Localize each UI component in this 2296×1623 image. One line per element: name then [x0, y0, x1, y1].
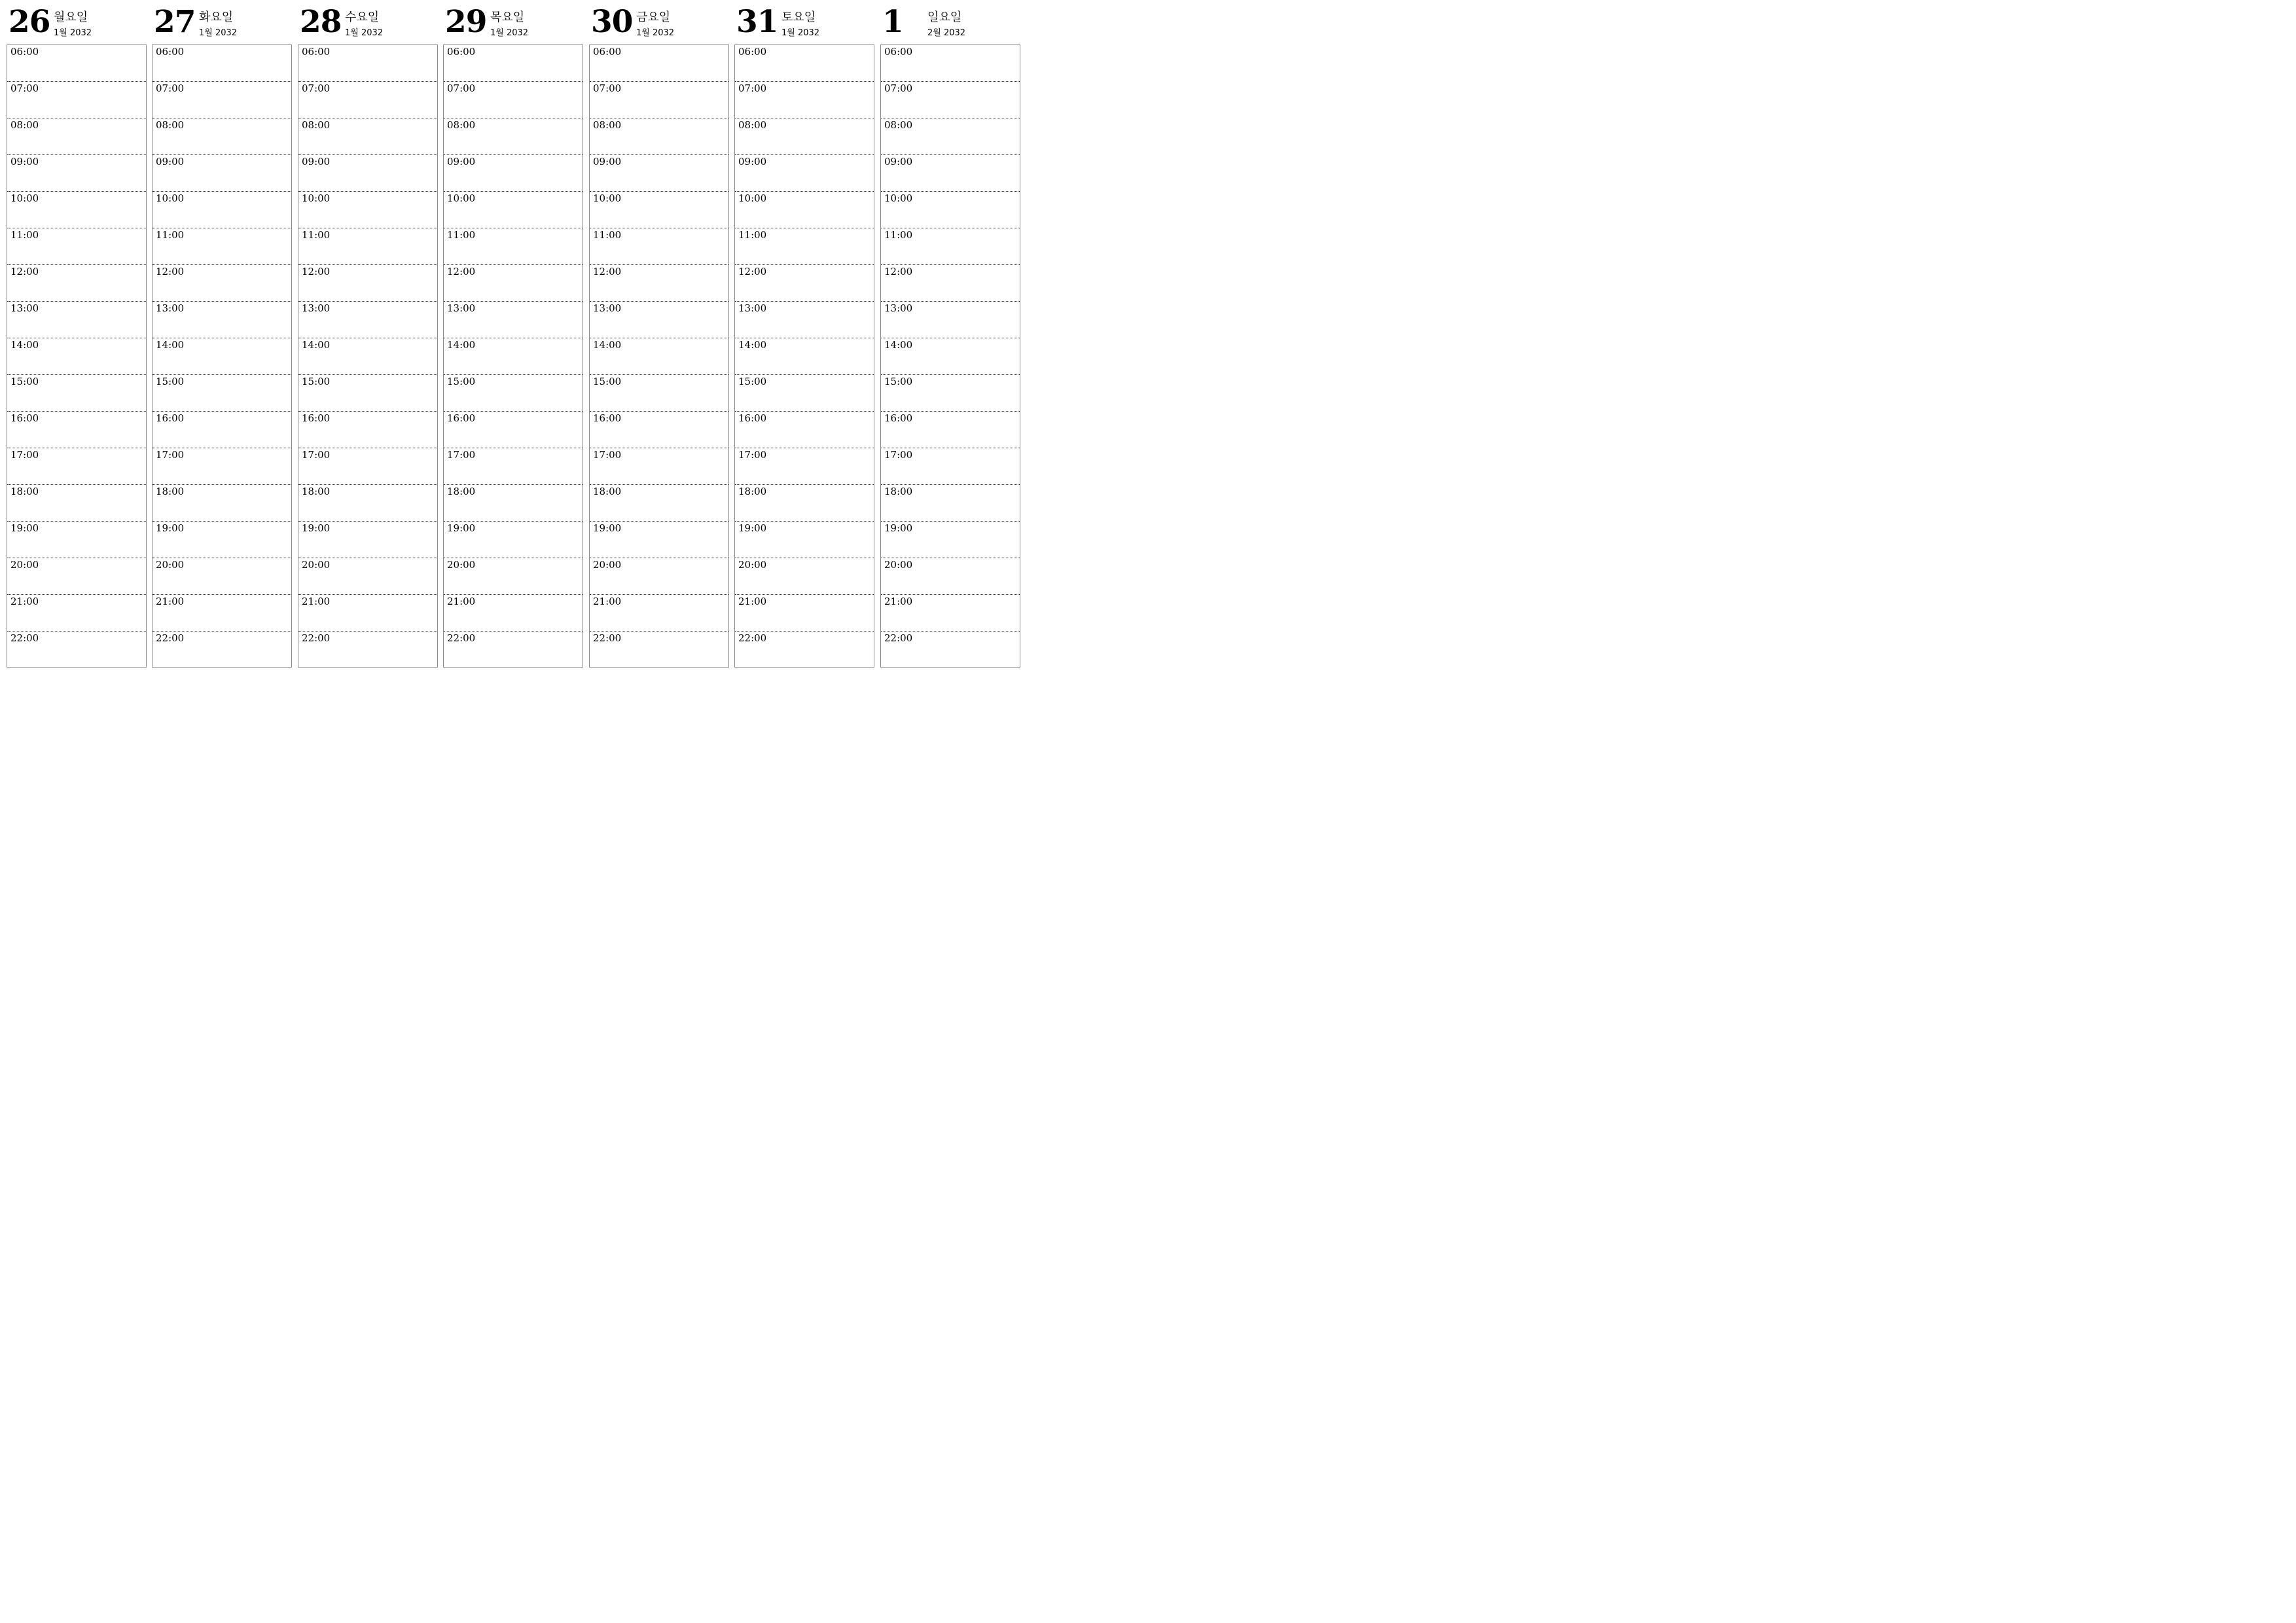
- hour-label: 19:00: [593, 522, 622, 534]
- hour-slot[interactable]: [881, 228, 1020, 265]
- hour-label: 10:00: [884, 192, 913, 204]
- hour-label: 08:00: [10, 119, 39, 131]
- hour-label: 14:00: [447, 339, 476, 351]
- hour-label: 16:00: [156, 412, 185, 424]
- hour-slot[interactable]: [881, 375, 1020, 412]
- hour-slot[interactable]: [735, 82, 874, 118]
- hour-label: 06:00: [884, 46, 913, 58]
- hour-label: 14:00: [156, 339, 185, 351]
- hour-slot[interactable]: [298, 192, 437, 228]
- hour-slot[interactable]: [298, 302, 437, 338]
- hour-label: 17:00: [10, 449, 39, 461]
- hour-label: 06:00: [738, 46, 767, 58]
- weekday-label: 금요일: [636, 10, 671, 24]
- hour-label: 12:00: [447, 266, 476, 277]
- hour-slot[interactable]: [444, 558, 583, 595]
- hour-slot[interactable]: [444, 228, 583, 265]
- hour-label: 15:00: [302, 376, 331, 387]
- hour-slot[interactable]: [881, 265, 1020, 302]
- hour-label: 18:00: [593, 486, 622, 497]
- month-year-label: 1월 2032: [345, 28, 384, 38]
- hour-slot[interactable]: [590, 228, 728, 265]
- day-number: 30: [591, 4, 633, 40]
- hour-label: 11:00: [884, 229, 913, 241]
- hour-label: 22:00: [593, 632, 622, 644]
- hour-label: 20:00: [10, 559, 39, 571]
- hour-slot[interactable]: [444, 192, 583, 228]
- hour-slot[interactable]: [7, 485, 146, 522]
- hour-label: 17:00: [302, 449, 331, 461]
- hour-label: 12:00: [302, 266, 331, 277]
- hour-label: 08:00: [884, 119, 913, 131]
- hour-label: 13:00: [738, 302, 767, 314]
- hour-slot[interactable]: [298, 155, 437, 192]
- hour-slot[interactable]: [590, 82, 728, 118]
- hour-label: 18:00: [738, 486, 767, 497]
- hour-slot[interactable]: [881, 338, 1020, 375]
- hour-slot[interactable]: [590, 595, 728, 632]
- hour-slot[interactable]: [7, 412, 146, 448]
- hour-slot[interactable]: [590, 412, 728, 448]
- hour-slot[interactable]: [152, 448, 291, 485]
- hour-label: 06:00: [593, 46, 622, 58]
- hour-label: 11:00: [156, 229, 185, 241]
- hour-slot[interactable]: [152, 228, 291, 265]
- hour-slot[interactable]: [881, 448, 1020, 485]
- hour-label: 13:00: [156, 302, 185, 314]
- hour-label: 18:00: [447, 486, 476, 497]
- hour-slot[interactable]: [590, 485, 728, 522]
- hour-label: 14:00: [10, 339, 39, 351]
- hour-slot[interactable]: [590, 302, 728, 338]
- hour-label: 18:00: [10, 486, 39, 497]
- hour-slot[interactable]: [152, 595, 291, 632]
- weekday-label: 토요일: [781, 10, 816, 24]
- hour-label: 14:00: [302, 339, 331, 351]
- hour-slot[interactable]: [444, 155, 583, 192]
- day-number: 26: [9, 4, 50, 40]
- hour-slot[interactable]: [298, 522, 437, 558]
- day-column: [7, 0, 147, 644]
- hour-slot[interactable]: [152, 118, 291, 155]
- hour-label: 13:00: [884, 302, 913, 314]
- hour-label: 22:00: [738, 632, 767, 644]
- hour-label: 14:00: [884, 339, 913, 351]
- month-year-label: 2월 2032: [927, 28, 966, 38]
- weekday-label: 목요일: [490, 10, 525, 24]
- hour-slot[interactable]: [881, 485, 1020, 522]
- hour-label: 22:00: [447, 632, 476, 644]
- hour-slot[interactable]: [444, 632, 583, 668]
- hour-slot[interactable]: [152, 412, 291, 448]
- month-year-label: 1월 2032: [54, 28, 92, 38]
- hour-slot[interactable]: [152, 192, 291, 228]
- hour-slot[interactable]: [735, 448, 874, 485]
- hour-label: 22:00: [10, 632, 39, 644]
- hour-label: 10:00: [738, 192, 767, 204]
- hour-label: 11:00: [10, 229, 39, 241]
- hour-slot[interactable]: [735, 412, 874, 448]
- hour-label: 10:00: [447, 192, 476, 204]
- day-schedule-box: [7, 45, 147, 668]
- hour-label: 10:00: [593, 192, 622, 204]
- hour-label: 08:00: [447, 119, 476, 131]
- hour-slot[interactable]: [7, 118, 146, 155]
- hour-slot[interactable]: [152, 45, 291, 82]
- hour-slot[interactable]: [298, 485, 437, 522]
- hour-label: 12:00: [10, 266, 39, 277]
- day-column: [298, 0, 438, 644]
- hour-label: 19:00: [738, 522, 767, 534]
- hour-label: 21:00: [156, 596, 185, 607]
- day-number: 29: [445, 4, 487, 40]
- hour-slot[interactable]: [881, 192, 1020, 228]
- hour-slot[interactable]: [881, 82, 1020, 118]
- hour-label: 15:00: [738, 376, 767, 387]
- hour-slot[interactable]: [735, 192, 874, 228]
- day-column: [734, 0, 874, 644]
- hour-slot[interactable]: [298, 375, 437, 412]
- hour-label: 15:00: [156, 376, 185, 387]
- day-header: [443, 0, 583, 45]
- hour-slot[interactable]: [444, 302, 583, 338]
- hour-label: 22:00: [302, 632, 331, 644]
- hour-label: 10:00: [10, 192, 39, 204]
- hour-slot[interactable]: [735, 118, 874, 155]
- day-schedule-box: [152, 45, 292, 668]
- hour-slot[interactable]: [735, 595, 874, 632]
- hour-label: 16:00: [738, 412, 767, 424]
- hour-slot[interactable]: [7, 302, 146, 338]
- hour-slot[interactable]: [590, 375, 728, 412]
- day-number: 1: [882, 4, 903, 40]
- day-header: [298, 0, 438, 45]
- hour-label: 18:00: [884, 486, 913, 497]
- hour-slot[interactable]: [735, 485, 874, 522]
- hour-slot[interactable]: [7, 192, 146, 228]
- hour-label: 13:00: [593, 302, 622, 314]
- hour-slot[interactable]: [444, 412, 583, 448]
- month-year-label: 1월 2032: [781, 28, 820, 38]
- hour-label: 07:00: [593, 82, 622, 94]
- hour-label: 08:00: [738, 119, 767, 131]
- day-number: 28: [300, 4, 342, 40]
- weekly-planner: [0, 0, 1021, 722]
- hour-label: 16:00: [10, 412, 39, 424]
- hour-label: 12:00: [884, 266, 913, 277]
- hour-slot[interactable]: [298, 338, 437, 375]
- day-header: [734, 0, 874, 45]
- hour-label: 13:00: [447, 302, 476, 314]
- hour-slot[interactable]: [298, 632, 437, 668]
- hour-label: 08:00: [593, 119, 622, 131]
- hour-slot[interactable]: [7, 558, 146, 595]
- hour-slot[interactable]: [590, 265, 728, 302]
- hour-label: 20:00: [738, 559, 767, 571]
- month-year-label: 1월 2032: [636, 28, 675, 38]
- hour-label: 20:00: [156, 559, 185, 571]
- hour-label: 11:00: [593, 229, 622, 241]
- hour-label: 19:00: [10, 522, 39, 534]
- hour-label: 11:00: [738, 229, 767, 241]
- hour-label: 07:00: [884, 82, 913, 94]
- hour-label: 21:00: [302, 596, 331, 607]
- hour-slot[interactable]: [735, 338, 874, 375]
- hour-label: 09:00: [593, 156, 622, 168]
- hour-slot[interactable]: [7, 375, 146, 412]
- hour-label: 17:00: [447, 449, 476, 461]
- hour-slot[interactable]: [152, 632, 291, 668]
- hour-slot[interactable]: [590, 558, 728, 595]
- day-column: [152, 0, 292, 644]
- weekday-label: 월요일: [54, 10, 88, 24]
- hour-slot[interactable]: [444, 118, 583, 155]
- hour-slot[interactable]: [590, 448, 728, 485]
- hour-slot[interactable]: [444, 485, 583, 522]
- hour-label: 19:00: [884, 522, 913, 534]
- hour-label: 08:00: [302, 119, 331, 131]
- day-column: [880, 0, 1020, 644]
- hour-label: 15:00: [447, 376, 476, 387]
- hour-label: 16:00: [593, 412, 622, 424]
- hour-label: 06:00: [447, 46, 476, 58]
- hour-slot[interactable]: [298, 412, 437, 448]
- hour-slot[interactable]: [881, 118, 1020, 155]
- hour-slot[interactable]: [735, 632, 874, 668]
- hour-slot[interactable]: [444, 595, 583, 632]
- hour-label: 21:00: [738, 596, 767, 607]
- hour-slot[interactable]: [881, 522, 1020, 558]
- hour-label: 21:00: [10, 596, 39, 607]
- hour-label: 12:00: [593, 266, 622, 277]
- hour-slot[interactable]: [881, 302, 1020, 338]
- hour-slot[interactable]: [590, 45, 728, 82]
- hour-slot[interactable]: [590, 118, 728, 155]
- hour-slot[interactable]: [152, 82, 291, 118]
- hour-label: 11:00: [302, 229, 331, 241]
- hour-label: 20:00: [884, 559, 913, 571]
- hour-label: 21:00: [593, 596, 622, 607]
- day-schedule-box: [734, 45, 874, 668]
- hour-slot[interactable]: [444, 265, 583, 302]
- hour-label: 10:00: [156, 192, 185, 204]
- hour-slot[interactable]: [590, 155, 728, 192]
- hour-label: 20:00: [447, 559, 476, 571]
- hour-slot[interactable]: [881, 595, 1020, 632]
- hour-slot[interactable]: [7, 265, 146, 302]
- day-column: [589, 0, 729, 644]
- hour-slot[interactable]: [152, 375, 291, 412]
- hour-slot[interactable]: [881, 155, 1020, 192]
- hour-slot[interactable]: [298, 82, 437, 118]
- day-header: [7, 0, 147, 45]
- hour-label: 12:00: [156, 266, 185, 277]
- hour-slot[interactable]: [881, 632, 1020, 668]
- hour-slot[interactable]: [298, 595, 437, 632]
- hour-label: 14:00: [738, 339, 767, 351]
- hour-label: 06:00: [10, 46, 39, 58]
- hour-label: 18:00: [156, 486, 185, 497]
- hour-slot[interactable]: [444, 45, 583, 82]
- hour-slot[interactable]: [7, 338, 146, 375]
- day-header: [589, 0, 729, 45]
- hour-label: 07:00: [10, 82, 39, 94]
- hour-label: 11:00: [447, 229, 476, 241]
- hour-slot[interactable]: [152, 485, 291, 522]
- hour-slot[interactable]: [7, 45, 146, 82]
- hour-label: 09:00: [738, 156, 767, 168]
- hour-slot[interactable]: [152, 155, 291, 192]
- hour-label: 15:00: [10, 376, 39, 387]
- day-schedule-box: [298, 45, 438, 668]
- hour-slot[interactable]: [298, 265, 437, 302]
- hour-label: 07:00: [156, 82, 185, 94]
- hour-slot[interactable]: [590, 522, 728, 558]
- hour-label: 08:00: [156, 119, 185, 131]
- hour-label: 19:00: [156, 522, 185, 534]
- hour-slot[interactable]: [881, 412, 1020, 448]
- hour-slot[interactable]: [735, 522, 874, 558]
- hour-slot[interactable]: [7, 632, 146, 668]
- hour-label: 15:00: [884, 376, 913, 387]
- hour-label: 13:00: [302, 302, 331, 314]
- hour-slot[interactable]: [444, 448, 583, 485]
- hour-label: 15:00: [593, 376, 622, 387]
- day-schedule-box: [880, 45, 1020, 668]
- hour-label: 07:00: [738, 82, 767, 94]
- hour-label: 09:00: [884, 156, 913, 168]
- hour-slot[interactable]: [7, 228, 146, 265]
- hour-slot[interactable]: [7, 595, 146, 632]
- hour-label: 10:00: [302, 192, 331, 204]
- hour-slot[interactable]: [7, 82, 146, 118]
- hour-label: 16:00: [447, 412, 476, 424]
- hour-slot[interactable]: [444, 338, 583, 375]
- hour-slot[interactable]: [735, 45, 874, 82]
- hour-label: 16:00: [884, 412, 913, 424]
- hour-slot[interactable]: [881, 558, 1020, 595]
- hour-label: 22:00: [884, 632, 913, 644]
- hour-slot[interactable]: [152, 558, 291, 595]
- day-header: [880, 0, 1020, 45]
- hour-label: 06:00: [302, 46, 331, 58]
- day-header: [152, 0, 292, 45]
- hour-label: 21:00: [447, 596, 476, 607]
- day-number: 31: [736, 4, 778, 40]
- hour-slot[interactable]: [298, 45, 437, 82]
- hour-slot[interactable]: [735, 375, 874, 412]
- day-number: 27: [154, 4, 196, 40]
- day-column: [443, 0, 583, 644]
- hour-label: 07:00: [447, 82, 476, 94]
- hour-label: 13:00: [10, 302, 39, 314]
- hour-slot[interactable]: [735, 265, 874, 302]
- hour-slot[interactable]: [298, 448, 437, 485]
- hour-slot[interactable]: [298, 118, 437, 155]
- hour-label: 21:00: [884, 596, 913, 607]
- hour-label: 17:00: [738, 449, 767, 461]
- hour-slot[interactable]: [444, 82, 583, 118]
- hour-label: 19:00: [302, 522, 331, 534]
- hour-label: 22:00: [156, 632, 185, 644]
- hour-label: 17:00: [593, 449, 622, 461]
- hour-slot[interactable]: [735, 558, 874, 595]
- day-schedule-box: [443, 45, 583, 668]
- hour-slot[interactable]: [298, 558, 437, 595]
- hour-label: 17:00: [884, 449, 913, 461]
- hour-label: 09:00: [10, 156, 39, 168]
- hour-label: 07:00: [302, 82, 331, 94]
- day-schedule-box: [589, 45, 729, 668]
- month-year-label: 1월 2032: [199, 28, 238, 38]
- hour-slot[interactable]: [881, 45, 1020, 82]
- hour-slot[interactable]: [735, 155, 874, 192]
- hour-label: 20:00: [593, 559, 622, 571]
- hour-slot[interactable]: [444, 522, 583, 558]
- hour-slot[interactable]: [590, 632, 728, 668]
- hour-label: 14:00: [593, 339, 622, 351]
- hour-label: 12:00: [738, 266, 767, 277]
- weekday-label: 수요일: [345, 10, 380, 24]
- hour-slot[interactable]: [7, 448, 146, 485]
- hour-slot[interactable]: [735, 302, 874, 338]
- hour-label: 20:00: [302, 559, 331, 571]
- hour-slot[interactable]: [735, 228, 874, 265]
- hour-slot[interactable]: [590, 338, 728, 375]
- hour-slot[interactable]: [7, 155, 146, 192]
- hour-slot[interactable]: [7, 522, 146, 558]
- month-year-label: 1월 2032: [490, 28, 529, 38]
- hour-slot[interactable]: [152, 522, 291, 558]
- weekday-label: 일요일: [927, 10, 962, 24]
- hour-slot[interactable]: [590, 192, 728, 228]
- hour-label: 09:00: [156, 156, 185, 168]
- weekday-label: 화요일: [199, 10, 234, 24]
- hour-slot[interactable]: [152, 302, 291, 338]
- hour-label: 16:00: [302, 412, 331, 424]
- hour-slot[interactable]: [152, 338, 291, 375]
- hour-label: 17:00: [156, 449, 185, 461]
- hour-label: 09:00: [447, 156, 476, 168]
- hour-slot[interactable]: [298, 228, 437, 265]
- hour-slot[interactable]: [444, 375, 583, 412]
- hour-label: 09:00: [302, 156, 331, 168]
- hour-slot[interactable]: [152, 265, 291, 302]
- hour-label: 18:00: [302, 486, 331, 497]
- hour-label: 19:00: [447, 522, 476, 534]
- hour-label: 06:00: [156, 46, 185, 58]
